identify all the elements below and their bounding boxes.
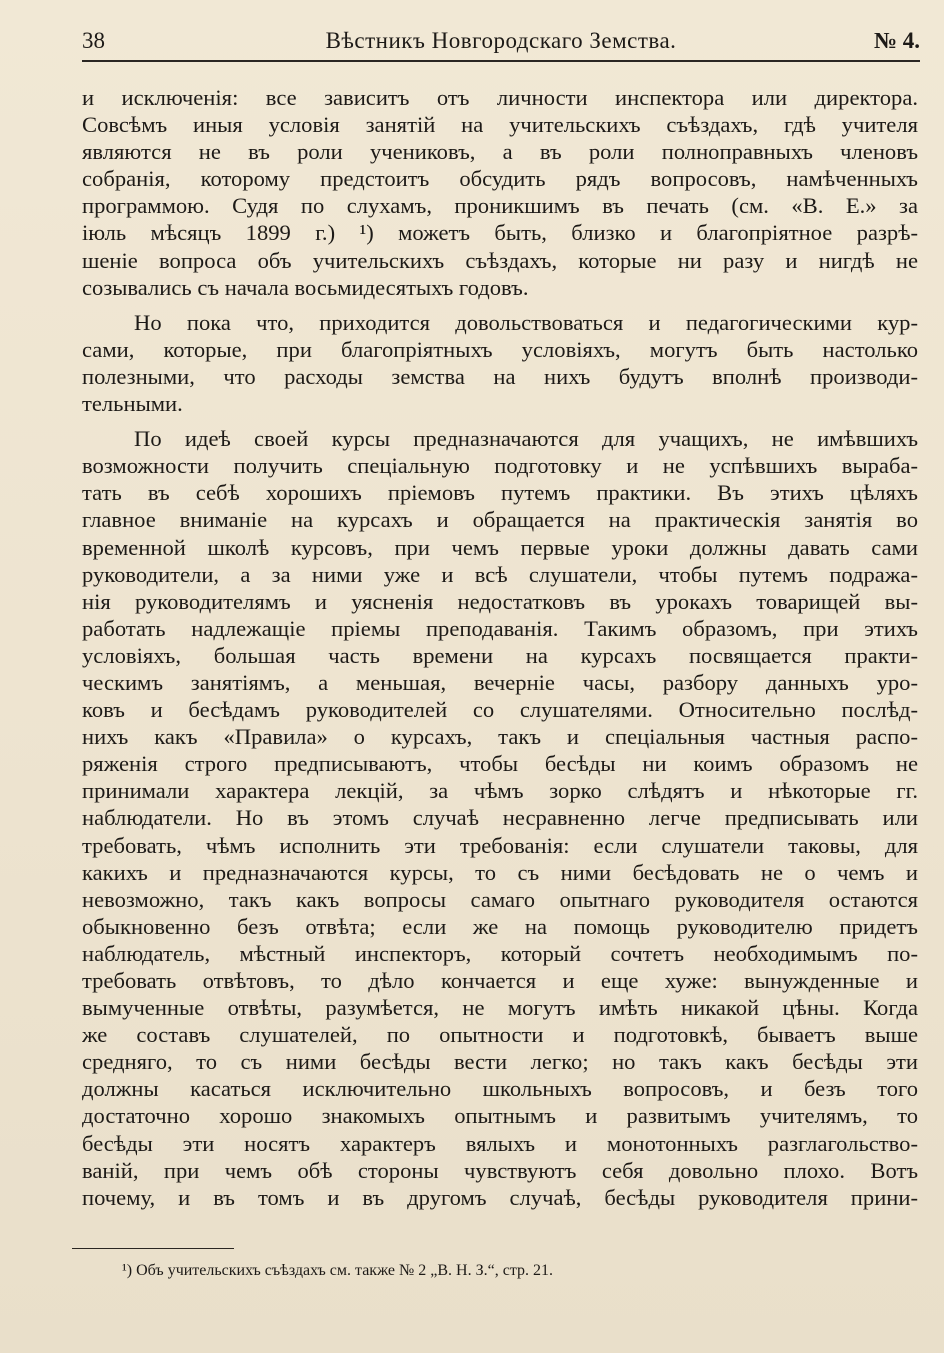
text-line: какихъ и предназначаются курсы, то съ ними бесѣдовать не о чемъ и [82, 859, 918, 885]
text-line: шеніе вопроса объ учительскихъ съѣздахъ, которые ни разу и нигдѣ не [82, 247, 918, 273]
text-line: ваній, при чемъ обѣ стороны чувствуютъ себя довольно плохо. Вотъ [82, 1157, 918, 1183]
text-line: наблюдатель, мѣстный инспекторъ, который сочтетъ необходимымъ по- [82, 940, 918, 966]
text-line: ческимъ занятіямъ, а меньшая, вечерніе часы, разбору данныхъ уро- [82, 669, 918, 695]
text-line: должны касаться исключительно школьныхъ вопросовъ, и безъ того [82, 1076, 918, 1102]
paragraph-1 [82, 84, 918, 301]
text-line: іюль мѣсяцъ 1899 г.) ¹) можетъ быть, близко и благопріятное разрѣ- [82, 220, 918, 246]
text-line: и исключенія: все зависитъ отъ личности инспектора или директора. [82, 85, 918, 110]
text-line: средняго, то съ ними бесѣды вести легко; но такъ какъ бесѣды эти [82, 1049, 918, 1075]
text-line: временной школѣ курсовъ, при чемъ первые уроки должны давать сами [82, 534, 918, 560]
text-line: возможности получить спеціальную подготовку и не успѣвшихъ выраба- [82, 453, 918, 479]
text-line: ряженія строго предписываютъ, чтобы бесѣды ни коимъ образомъ не [82, 751, 918, 777]
paragraph-3 [82, 425, 918, 1211]
footnote-rule [72, 1248, 234, 1249]
running-header [82, 26, 920, 60]
text-line: сами, которые, при благопріятныхъ условіяхъ, могутъ быть настолько [82, 336, 918, 362]
text-line: являются не въ роли учениковъ, а въ роли полноправныхъ членовъ [82, 139, 918, 165]
footnote: ¹) Объ учительскихъ съѣздахъ см. также № 2 „В. Н. З.“, стр. 21. [122, 1262, 554, 1279]
text-line: принимали характера лекцій, за чѣмъ зорко слѣдятъ и нѣкоторые гг. [82, 778, 918, 804]
text-line: нія руководителямъ и уясненія недостатковъ въ урокахъ товарищей вы- [82, 588, 918, 614]
paragraph-2 [82, 309, 918, 417]
text-line: работать надлежащіе пріемы преподаванія. Такимъ образомъ, при этихъ [82, 615, 918, 641]
text-line: программою. Судя по слухамъ, проникшимъ въ печать (см. «В. Е.» за [82, 193, 918, 219]
text-line: требовать отвѣтовъ, то дѣло кончается и еще хуже: вынужденные и [82, 968, 918, 993]
text-line: созывались съ начала восьмидесятыхъ годовъ. [82, 274, 529, 300]
text-line: Но пока что, приходится довольствоваться и педагогическими кур- [134, 309, 918, 335]
text-line: главное вниманіе на курсахъ и обращается на практическія занятія во [82, 507, 918, 533]
text-line: условіяхъ, большая часть времени на курсахъ посвящается практи- [82, 642, 918, 668]
text-line: наблюдатели. Но въ этомъ случаѣ несравненно легче предписывать или [82, 805, 918, 831]
body-text [82, 84, 918, 1211]
text-line: По идеѣ своей курсы предназначаются для учащихъ, не имѣвшихъ [134, 426, 918, 452]
text-line: полезными, что расходы земства на нихъ будутъ вполнѣ производи- [82, 363, 918, 389]
text-line: руководители, а за ними уже и всѣ слушатели, чтобы путемъ подража- [82, 561, 918, 587]
issue-number: № 4. [873, 28, 920, 53]
text-line: тать въ себѣ хорошихъ пріемовъ путемъ практики. Въ этихъ цѣляхъ [82, 480, 918, 506]
text-line: же составъ слушателей, по опытности и подготовкѣ, бываетъ выше [82, 1022, 918, 1048]
header-rule [82, 60, 920, 62]
text-line: требовать, чѣмъ исполнить эти требованія: если слушатели таковы, для [82, 832, 918, 858]
text-line: Совсѣмъ иныя условія занятій на учительскихъ съѣздахъ, гдѣ учителя [82, 112, 918, 138]
text-line: собранія, которому предстоитъ обсудить рядъ вопросовъ, намѣченныхъ [82, 166, 918, 192]
text-line: почему, и въ томъ и въ другомъ случаѣ, бесѣды руководителя прини- [82, 1184, 918, 1210]
text-line: тельными. [82, 391, 183, 417]
text-line: невозможно, такъ какъ вопросы самаго опытнаго руководителя остаются [82, 886, 918, 912]
text-line: нихъ какъ «Правила» о курсахъ, такъ и спеціальныя частныя распо- [82, 724, 918, 750]
text-line: достаточно хорошо знакомыхъ опытнымъ и развитымъ учителямъ, то [82, 1103, 918, 1129]
page-number: 38 [82, 28, 105, 53]
journal-title: Вѣстникъ Новгородскаго Земства. [325, 28, 677, 53]
text-line: вымученные отвѣты, разумѣется, не могутъ имѣть никакой цѣны. Когда [82, 995, 918, 1021]
text-line: ковъ и бесѣдамъ руководителей со слушателями. Относительно послѣд- [82, 697, 918, 723]
text-line: бесѣды эти носятъ характеръ вялыхъ и монотонныхъ разглагольство- [82, 1130, 918, 1156]
text-line: обыкновенно безъ отвѣта; если же на помощь руководителю придетъ [82, 913, 918, 939]
